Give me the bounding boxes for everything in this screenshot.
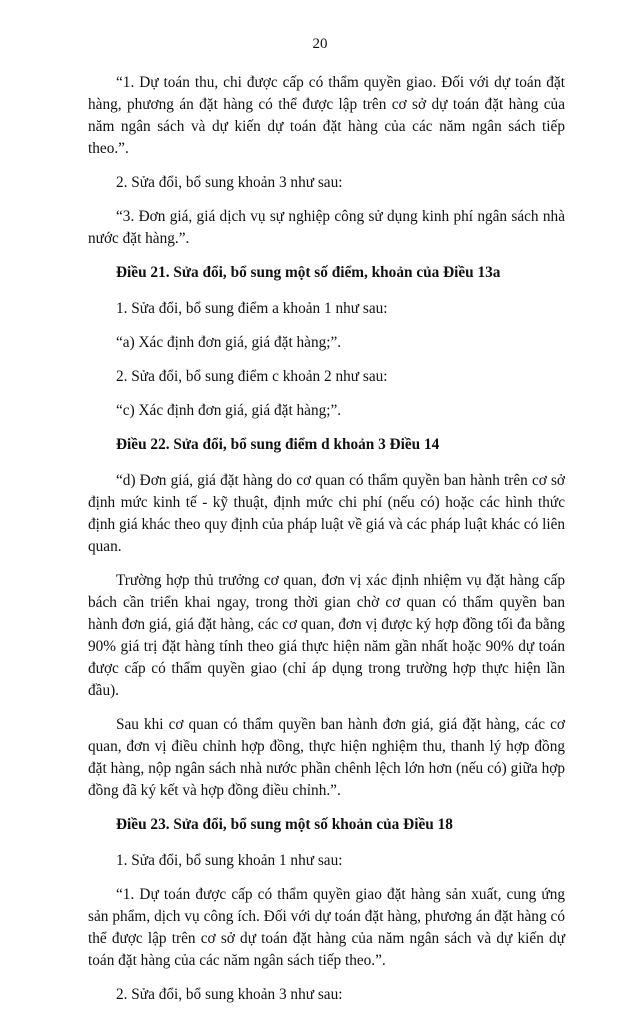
paragraph: 2. Sửa đổi, bổ sung khoản 3 như sau:	[116, 986, 343, 1003]
paragraph: 1. Sửa đổi, bổ sung điểm a khoản 1 như sau:	[116, 300, 388, 317]
page-number: 20	[312, 36, 328, 52]
article-heading: Điều 22. Sửa đổi, bổ sung điểm d khoản 3 Điều 14	[116, 436, 440, 453]
paragraph: “1. Dự toán được cấp có thẩm quyền giao đặt hàng sản xuất, cung ứng sản phẩm, dịch vụ công ích. Đối với dự toán đặt hàng, phương án đặt hàng có thể được lập trên cơ sở dự toán đặt hàng của năm ngân sách và dự kiến dự toán đặt hàng của các năm ngân sách tiếp theo.”.	[88, 886, 565, 969]
paragraph: “c) Xác định đơn giá, giá đặt hàng;”.	[116, 402, 342, 419]
paragraph: Trường hợp thủ trưởng cơ quan, đơn vị xác định nhiệm vụ đặt hàng cấp bách cần triển khai ngay, trong thời gian chờ cơ quan có thẩm quyền ban hành đơn giá, giá đặt hàng, các cơ quan, đơn vị được ký hợp đồng tối đa bằng 90% giá trị đặt hàng tính theo giá thực hiện năm gần nhất hoặc 90% dự toán được cấp có thẩm quyền giao (chỉ áp dụng trong trường hợp thực hiện lần đầu).	[88, 572, 565, 699]
paragraph: 1. Sửa đổi, bổ sung khoản 1 như sau:	[116, 852, 343, 869]
paragraph: 2. Sửa đổi, bổ sung khoản 3 như sau:	[116, 174, 343, 191]
paragraph: “3. Đơn giá, giá dịch vụ sự nghiệp công sử dụng kinh phí ngân sách nhà nước đặt hàng.”.	[88, 208, 565, 247]
paragraph: 2. Sửa đổi, bổ sung điểm c khoản 2 như sau:	[116, 368, 388, 385]
paragraph: “1. Dự toán thu, chi được cấp có thẩm quyền giao. Đối với dự toán đặt hàng, phương án đặt hàng có thể được lập trên cơ sở dự toán đặt hàng của năm ngân sách và dự kiến dự toán đặt hàng của các năm ngân sách tiếp theo.”.	[88, 74, 565, 157]
article-heading: Điều 21. Sửa đổi, bổ sung một số điểm, khoản của Điều 13a	[116, 264, 501, 281]
article-heading: Điều 23. Sửa đổi, bổ sung một số khoản của Điều 18	[116, 816, 453, 833]
paragraph: “a) Xác định đơn giá, giá đặt hàng;”.	[116, 334, 342, 351]
paragraph: Sau khi cơ quan có thẩm quyền ban hành đơn giá, giá đặt hàng, các cơ quan, đơn vị điều chỉnh hợp đồng, thực hiện nghiệm thu, thanh lý hợp đồng đặt hàng, nộp ngân sách nhà nước phần chênh lệch lớn hơn (nếu có) giữa hợp đồng đã ký kết và hợp đồng điều chỉnh.”.	[88, 716, 565, 799]
document-body	[88, 72, 565, 1018]
paragraph: “d) Đơn giá, giá đặt hàng do cơ quan có thẩm quyền ban hành trên cơ sở định mức kinh tế - kỹ thuật, định mức chi phí (nếu có) hoặc các hình thức định giá khác theo quy định của pháp luật về giá và các pháp luật khác có liên quan.	[88, 472, 566, 555]
